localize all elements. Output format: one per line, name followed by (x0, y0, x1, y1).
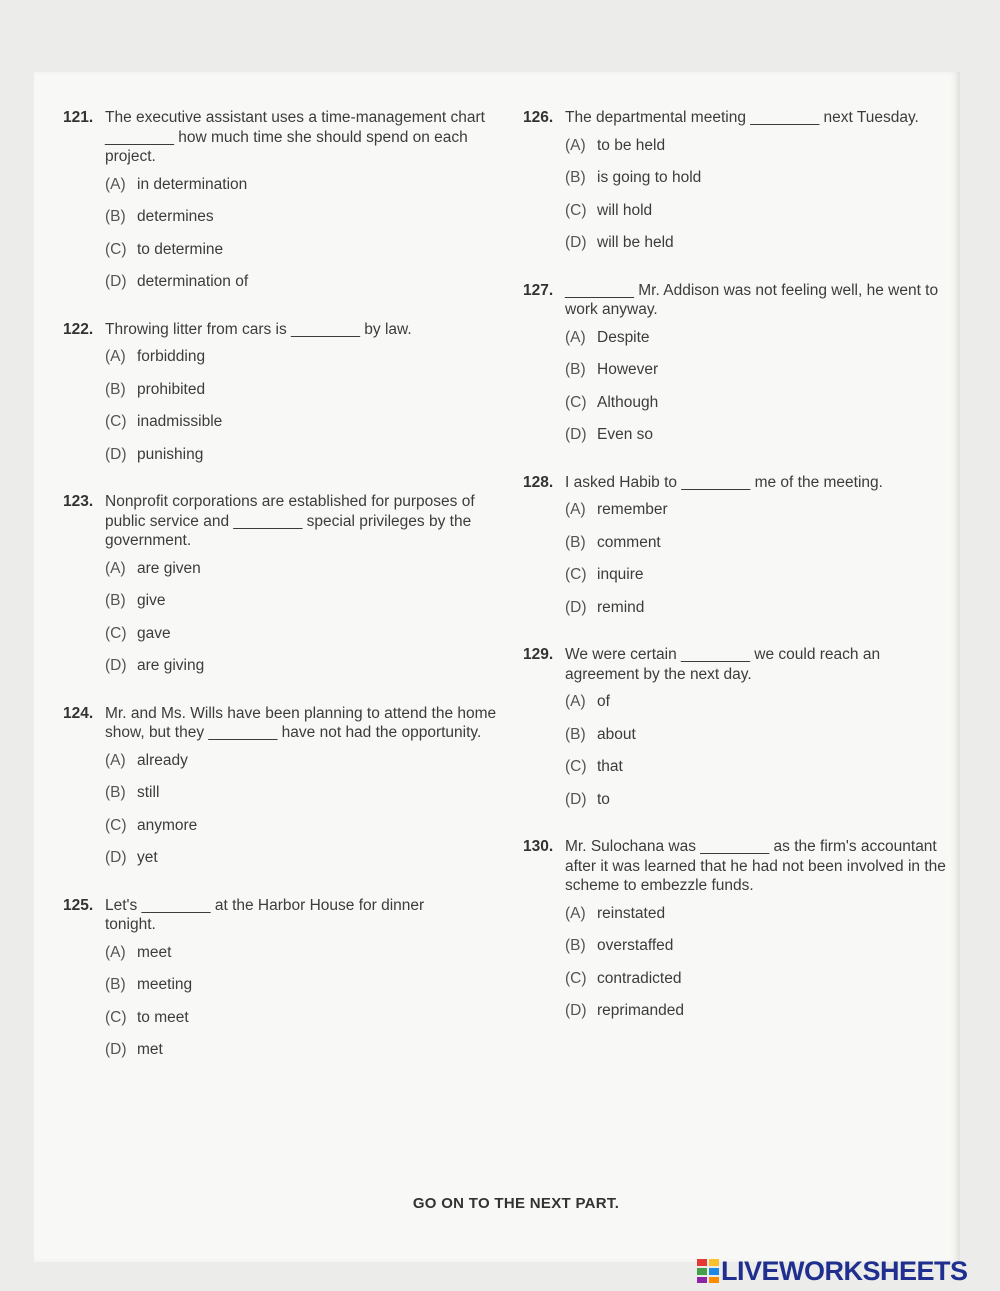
question-number: 129. (523, 646, 554, 663)
option-text: is going to hold (597, 169, 702, 186)
option-letter: (D) (565, 790, 587, 808)
option-text: yet (137, 849, 158, 866)
option-text: to determine (137, 240, 224, 258)
option-text: give (137, 592, 166, 609)
option-b[interactable] (105, 975, 503, 1008)
option-b[interactable] (565, 936, 963, 969)
option-b[interactable] (105, 207, 503, 240)
option-d[interactable] (105, 656, 503, 689)
option-text: reprimanded (597, 1002, 685, 1019)
option-text: of (597, 693, 610, 710)
option-letter: (B) (565, 937, 586, 954)
answer-options (63, 347, 503, 477)
option-c[interactable] (105, 240, 503, 273)
option-text: anymore (137, 816, 198, 834)
option-letter: (D) (565, 426, 587, 443)
option-letter: (B) (565, 533, 586, 551)
left-column (63, 108, 503, 1088)
question-number: 123. (63, 493, 94, 510)
option-a[interactable] (105, 943, 503, 976)
option-text: to meet (137, 1008, 189, 1026)
answer-options (523, 328, 963, 458)
option-c[interactable] (565, 565, 963, 598)
question-number: 126. (523, 109, 554, 126)
question-122 (63, 320, 503, 478)
option-letter: (A) (105, 943, 126, 961)
option-d[interactable] (565, 598, 963, 631)
question-number: 125. (63, 896, 94, 914)
option-letter: (A) (565, 136, 586, 154)
question-text: The departmental meeting ________ next Tuesday. (565, 109, 919, 126)
question-text: Mr. and Ms. Wills have been planning to attend the home show, but they ________ have not had the opportunity. (105, 704, 497, 741)
option-a[interactable] (105, 751, 503, 784)
option-letter: (C) (105, 624, 127, 642)
question-number: 128. (523, 473, 554, 491)
option-text: overstaffed (597, 937, 674, 954)
question-124 (63, 704, 503, 881)
option-letter: (B) (105, 380, 126, 398)
option-text: prohibited (137, 380, 206, 398)
option-letter: (B) (565, 169, 586, 186)
option-b[interactable] (105, 591, 503, 624)
option-a[interactable] (565, 692, 963, 725)
option-b[interactable] (105, 380, 503, 413)
option-text: Despite (597, 328, 650, 346)
question-text: Nonprofit corporations are established for purposes of public service and ________ special privileges by the government. (105, 493, 475, 549)
option-letter: (C) (565, 201, 587, 219)
question-text: ________ Mr. Addison was not feeling well, he went to work anyway. (565, 281, 939, 318)
option-letter: (C) (105, 240, 127, 258)
option-c[interactable] (105, 412, 503, 445)
option-letter: (A) (565, 904, 586, 922)
option-text: that (597, 758, 623, 775)
option-letter: (D) (565, 598, 587, 616)
option-letter: (D) (105, 273, 127, 290)
option-text: still (137, 784, 160, 801)
question-text: The executive assistant uses a time-management chart ________ how much time she should spend on each project. (105, 109, 485, 165)
option-b[interactable] (565, 725, 963, 758)
option-c[interactable] (105, 624, 503, 657)
option-text: meet (137, 943, 172, 961)
option-text: will be held (597, 234, 674, 251)
option-c[interactable] (105, 1008, 503, 1041)
option-c[interactable] (565, 969, 963, 1002)
question-126 (523, 108, 963, 266)
option-text: However (597, 361, 659, 378)
option-b[interactable] (565, 168, 963, 201)
liveworksheets-brand[interactable] (697, 1256, 968, 1286)
option-text: reinstated (597, 904, 666, 922)
option-c[interactable] (565, 201, 963, 234)
option-text: remember (597, 501, 668, 518)
option-text: inquire (597, 566, 644, 583)
question-123 (63, 492, 503, 689)
option-letter: (C) (105, 1008, 127, 1026)
option-letter: (B) (105, 976, 126, 993)
option-text: contradicted (597, 969, 682, 987)
option-letter: (C) (565, 758, 587, 775)
option-a[interactable] (105, 175, 503, 208)
question-number: 127. (523, 281, 554, 299)
option-letter: (D) (565, 234, 587, 251)
option-text: met (137, 1041, 163, 1058)
option-letter: (C) (105, 816, 127, 834)
option-c[interactable] (105, 816, 503, 849)
option-text: are giving (137, 657, 205, 674)
question-number: 121. (63, 109, 94, 126)
option-letter: (D) (105, 657, 127, 674)
option-a[interactable] (565, 500, 963, 533)
option-letter: (B) (565, 725, 586, 743)
option-text: Even so (597, 426, 654, 443)
answer-options (523, 692, 963, 822)
option-text: are given (137, 559, 201, 577)
option-text: in determination (137, 175, 248, 193)
option-text: determination of (137, 273, 249, 290)
option-letter: (D) (105, 445, 127, 463)
option-letter: (C) (565, 566, 587, 583)
question-number: 130. (523, 838, 554, 855)
option-b[interactable] (565, 533, 963, 566)
option-a[interactable] (565, 328, 963, 361)
option-b[interactable] (105, 783, 503, 816)
question-128 (523, 473, 963, 631)
answer-options (63, 559, 503, 689)
option-text: about (597, 725, 636, 743)
option-letter: (B) (105, 208, 126, 225)
answer-options (523, 904, 963, 1034)
option-text: remind (597, 598, 645, 616)
option-c[interactable] (565, 393, 963, 426)
answer-options (63, 751, 503, 881)
option-text: to be held (597, 136, 666, 154)
option-letter: (A) (105, 175, 126, 193)
option-d[interactable] (565, 790, 963, 823)
question-text: Mr. Sulochana was ________ as the firm's accountant after it was learned that he had not been involved in the scheme to embezzle funds. (565, 838, 946, 894)
go-on-note: GO ON TO THE NEXT PART. (412, 1195, 620, 1212)
option-letter: (C) (105, 413, 127, 430)
option-text: to (597, 790, 610, 808)
option-a[interactable] (565, 904, 963, 937)
answer-options (63, 175, 503, 305)
option-d[interactable] (105, 1040, 503, 1073)
option-a[interactable] (105, 347, 503, 380)
option-letter: (A) (105, 559, 126, 577)
option-letter: (A) (565, 501, 586, 518)
option-letter: (B) (105, 784, 126, 801)
option-letter: (C) (565, 393, 587, 411)
option-a[interactable] (105, 559, 503, 592)
option-text: inadmissible (137, 413, 223, 430)
option-letter: (A) (565, 693, 586, 710)
question-127 (523, 281, 963, 458)
option-b[interactable] (565, 360, 963, 393)
option-letter: (A) (565, 328, 586, 346)
option-c[interactable] (565, 757, 963, 790)
question-text: We were certain ________ we could reach an agreement by the next day. (565, 646, 881, 683)
option-d[interactable] (105, 848, 503, 881)
option-letter: (B) (105, 592, 126, 609)
answer-options (63, 943, 503, 1073)
option-d[interactable] (565, 1001, 963, 1034)
option-letter: (A) (105, 348, 126, 365)
option-text: Although (597, 393, 659, 411)
option-text: punishing (137, 445, 204, 463)
option-text: determines (137, 208, 214, 225)
option-d[interactable] (565, 233, 963, 266)
brand-name: LIVEWORKSHEETS (721, 1255, 968, 1286)
question-text: I asked Habib to ________ me of the meeting. (565, 473, 883, 491)
option-d[interactable] (105, 272, 503, 305)
question-129 (523, 645, 963, 822)
option-text: meeting (137, 976, 193, 993)
answer-options (523, 136, 963, 266)
option-text: already (137, 751, 188, 769)
question-number: 124. (63, 704, 94, 722)
option-letter: (D) (565, 1002, 587, 1019)
option-text: gave (137, 624, 171, 642)
answer-options (523, 500, 963, 630)
option-text: comment (597, 533, 661, 551)
option-d[interactable] (105, 445, 503, 478)
option-letter: (A) (105, 751, 126, 769)
option-letter: (C) (565, 969, 587, 987)
question-121 (63, 108, 503, 305)
option-d[interactable] (565, 425, 963, 458)
question-125 (63, 896, 503, 1073)
liveworksheets-logo-icon (697, 1259, 719, 1283)
option-a[interactable] (565, 136, 963, 169)
option-text: forbidding (137, 348, 206, 365)
question-text: Throwing litter from cars is ________ by law. (105, 320, 412, 338)
question-number: 122. (63, 320, 94, 338)
option-text: will hold (597, 201, 653, 219)
right-column (523, 108, 963, 1049)
option-letter: (D) (105, 1041, 127, 1058)
option-letter: (D) (105, 849, 127, 866)
option-letter: (B) (565, 361, 586, 378)
question-text: Let's ________ at the Harbor House for dinner tonight. (105, 896, 425, 933)
question-130 (523, 837, 963, 1034)
